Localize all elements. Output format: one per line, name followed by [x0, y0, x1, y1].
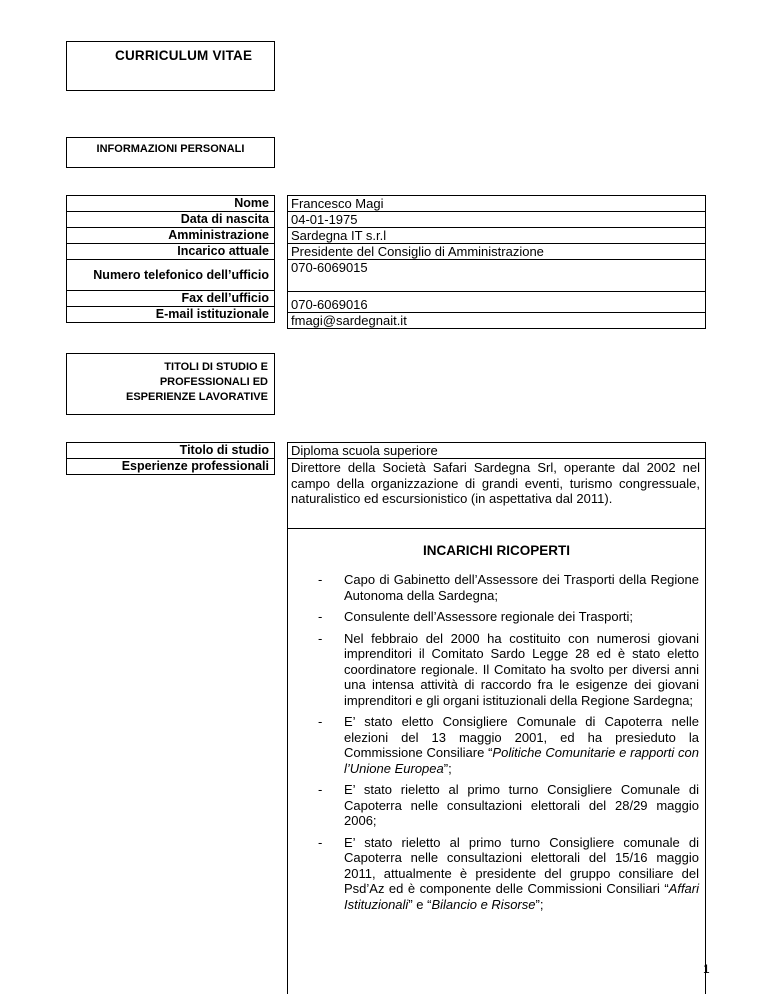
value-data-nascita: 04-01-1975 [288, 212, 706, 228]
label-data-nascita: Data di nascita [67, 212, 275, 228]
label-nome: Nome [67, 196, 275, 212]
label-email: E-mail istituzionale [67, 307, 275, 323]
label-fax: Fax dell’ufficio [67, 291, 275, 307]
label-incarico-attuale: Incarico attuale [67, 244, 275, 260]
studies-title-line-2: PROFESSIONALI ED [159, 376, 268, 388]
cv-title-box [66, 41, 275, 91]
value-incarico-attuale: Presidente del Consiglio di Amministrazione [288, 244, 706, 260]
list-item: - E’ stato eletto Consigliere Comunale di Capoterra nelle elezioni del 13 maggio 2001, ed ha presieduto la Commissione Consiliare “Politiche Comunitarie e rapporti con l’Unione Europea”; [318, 714, 699, 776]
value-titolo-studio: Diploma scuola superiore [288, 443, 705, 459]
incarichi-list [288, 572, 705, 918]
personal-info-labels [66, 195, 275, 323]
personal-info-section-title: INFORMAZIONI PERSONALI [96, 143, 245, 155]
studies-labels [66, 442, 275, 475]
value-esperienze: Direttore della Società Safari Sardegna Srl, operante dal 2002 nel campo della organizzazione di grandi eventi, turismo congressuale, naturalistico ed escursionistico (in aspettativa dal 2011). [288, 459, 705, 529]
value-amministrazione: Sardegna IT s.r.l [288, 228, 706, 244]
incarichi-heading: INCARICHI RICOPERTI [422, 543, 570, 558]
studies-title-line-1: TITOLI DI STUDIO E [164, 361, 268, 373]
personal-info-values [287, 195, 706, 329]
list-item: - Nel febbraio del 2000 ha costituito con numerosi giovani imprenditori il Comitato Sardo Legge 28 ed è stato eletto coordinatore regionale. Il Comitato ha svolto per diversi anni una intensa attività di raccordo fra le esigenze dei giovani imprenditori e gli organi istituzionali della Regione Sardegna; [318, 630, 699, 708]
page-title: CURRICULUM VITAE [115, 48, 253, 63]
bullet-dash: - [318, 782, 323, 797]
value-nome: Francesco Magi [288, 196, 706, 212]
studies-section-box [66, 353, 275, 415]
value-numero-telefonico: 070-6069015 [288, 260, 706, 292]
studies-title-line-3: ESPERIENZE LAVORATIVE [125, 391, 268, 403]
value-fax: 070-6069016 [288, 292, 706, 313]
label-titolo-studio: Titolo di studio [67, 443, 275, 459]
label-esperienze: Esperienze professionali [67, 459, 275, 475]
bullet-dash: - [318, 714, 323, 729]
experience-box [287, 442, 706, 994]
bullet-dash: - [318, 572, 323, 587]
personal-info-section-box [66, 137, 275, 168]
bullet-dash: - [318, 609, 323, 624]
label-numero-telefonico: Numero telefonico dell’ufficio [67, 260, 275, 291]
page-number: 1 [703, 962, 710, 976]
list-item: - Consulente dell’Assessore regionale dei Trasporti; [318, 609, 634, 624]
list-item: - E’ stato rieletto al primo turno Consigliere Comunale di Capoterra nelle consultazioni elettorali del 28/29 maggio 2006; [318, 782, 699, 828]
bullet-dash: - [318, 630, 323, 646]
studies-section-title [126, 360, 268, 405]
list-item: - Capo di Gabinetto dell’Assessore dei Trasporti della Regione Autonoma della Sardegna; [318, 572, 699, 603]
bullet-dash: - [318, 834, 323, 850]
label-amministrazione: Amministrazione [67, 228, 275, 244]
list-item: - E’ stato rieletto al primo turno Consigliere comunale di Capoterra nelle consultazioni elettorali del 15/16 maggio 2011, attualmente è presidente del gruppo consiliare del Psd’Az ed è componente delle Commissioni Consiliari “Affari Istituzionali” e “Bilancio e Risorse”; [318, 834, 699, 912]
value-email: fmagi@sardegnait.it [288, 313, 706, 329]
